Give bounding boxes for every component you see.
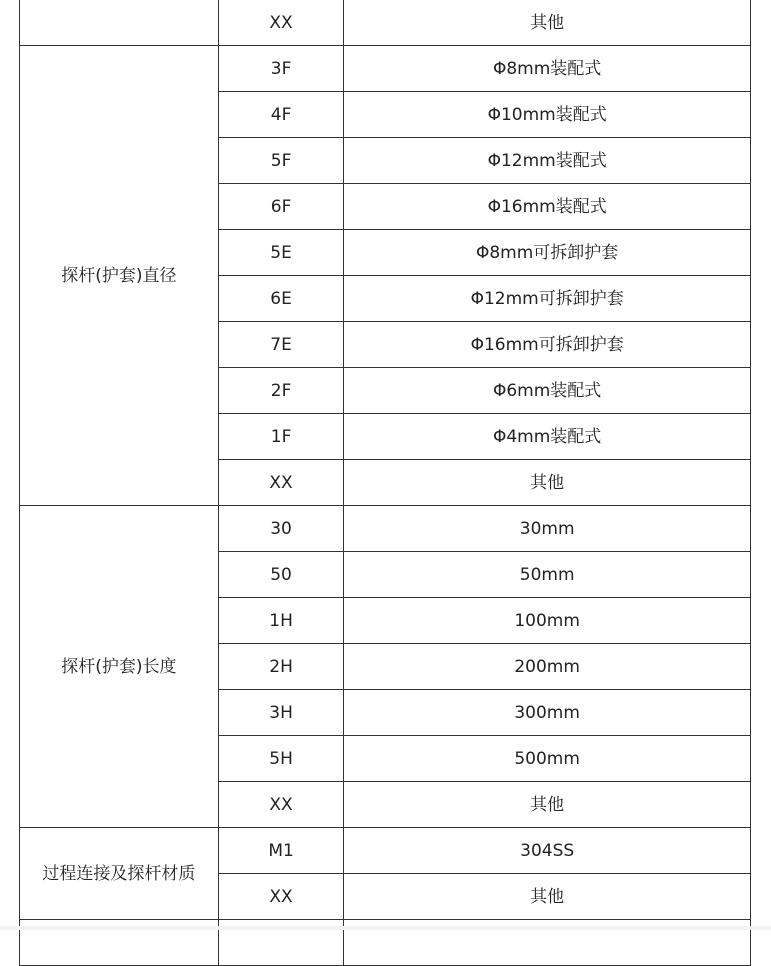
- code-cell: 5F: [218, 138, 344, 184]
- code-cell: 1H: [218, 598, 344, 644]
- description-cell: 200mm: [344, 644, 751, 690]
- code-cell: 2H: [218, 644, 344, 690]
- code-cell: 2F: [218, 368, 344, 414]
- code-cell: XX: [218, 874, 344, 920]
- code-cell: 50: [218, 552, 344, 598]
- description-cell: Φ16mm装配式: [344, 184, 751, 230]
- description-cell: 100mm: [344, 598, 751, 644]
- code-cell: 3F: [218, 46, 344, 92]
- code-cell: 5E: [218, 230, 344, 276]
- page-bottom-edge: [0, 926, 771, 930]
- code-cell: 7E: [218, 322, 344, 368]
- code-cell: M1: [218, 828, 344, 874]
- code-cell: 3H: [218, 690, 344, 736]
- description-cell: Φ12mm装配式: [344, 138, 751, 184]
- code-cell: 6F: [218, 184, 344, 230]
- description-cell: Φ16mm可拆卸护套: [344, 322, 751, 368]
- code-cell: XX: [218, 782, 344, 828]
- description-cell: 304SS: [344, 828, 751, 874]
- description-cell: Φ8mm可拆卸护套: [344, 230, 751, 276]
- description-cell: 其他: [344, 460, 751, 506]
- description-cell: 50mm: [344, 552, 751, 598]
- description-cell: Φ10mm装配式: [344, 92, 751, 138]
- description-cell: Φ12mm可拆卸护套: [344, 276, 751, 322]
- code-cell: XX: [218, 0, 344, 46]
- table-row: [20, 0, 751, 46]
- description-cell: 其他: [344, 0, 751, 46]
- code-cell: 30: [218, 506, 344, 552]
- table-row: [20, 46, 751, 92]
- description-cell: Φ4mm装配式: [344, 414, 751, 460]
- description-cell: 其他: [344, 782, 751, 828]
- description-cell: Φ6mm装配式: [344, 368, 751, 414]
- spec-table: [19, 0, 751, 966]
- description-cell: 500mm: [344, 736, 751, 782]
- description-cell: 其他: [344, 874, 751, 920]
- code-cell: 5H: [218, 736, 344, 782]
- group-cell-previous: [20, 0, 219, 46]
- table-row: [20, 828, 751, 874]
- group-label-probe-length: 探杆(护套)长度: [20, 506, 219, 828]
- code-cell: XX: [218, 460, 344, 506]
- group-label-connection-material: 过程连接及探杆材质: [20, 828, 219, 920]
- group-label-probe-diameter: 探杆(护套)直径: [20, 46, 219, 506]
- description-cell: 300mm: [344, 690, 751, 736]
- code-cell: 4F: [218, 92, 344, 138]
- code-cell: 1F: [218, 414, 344, 460]
- spec-table-body: [20, 0, 751, 966]
- description-cell: Φ8mm装配式: [344, 46, 751, 92]
- table-row: [20, 506, 751, 552]
- description-cell: 30mm: [344, 506, 751, 552]
- code-cell: 6E: [218, 276, 344, 322]
